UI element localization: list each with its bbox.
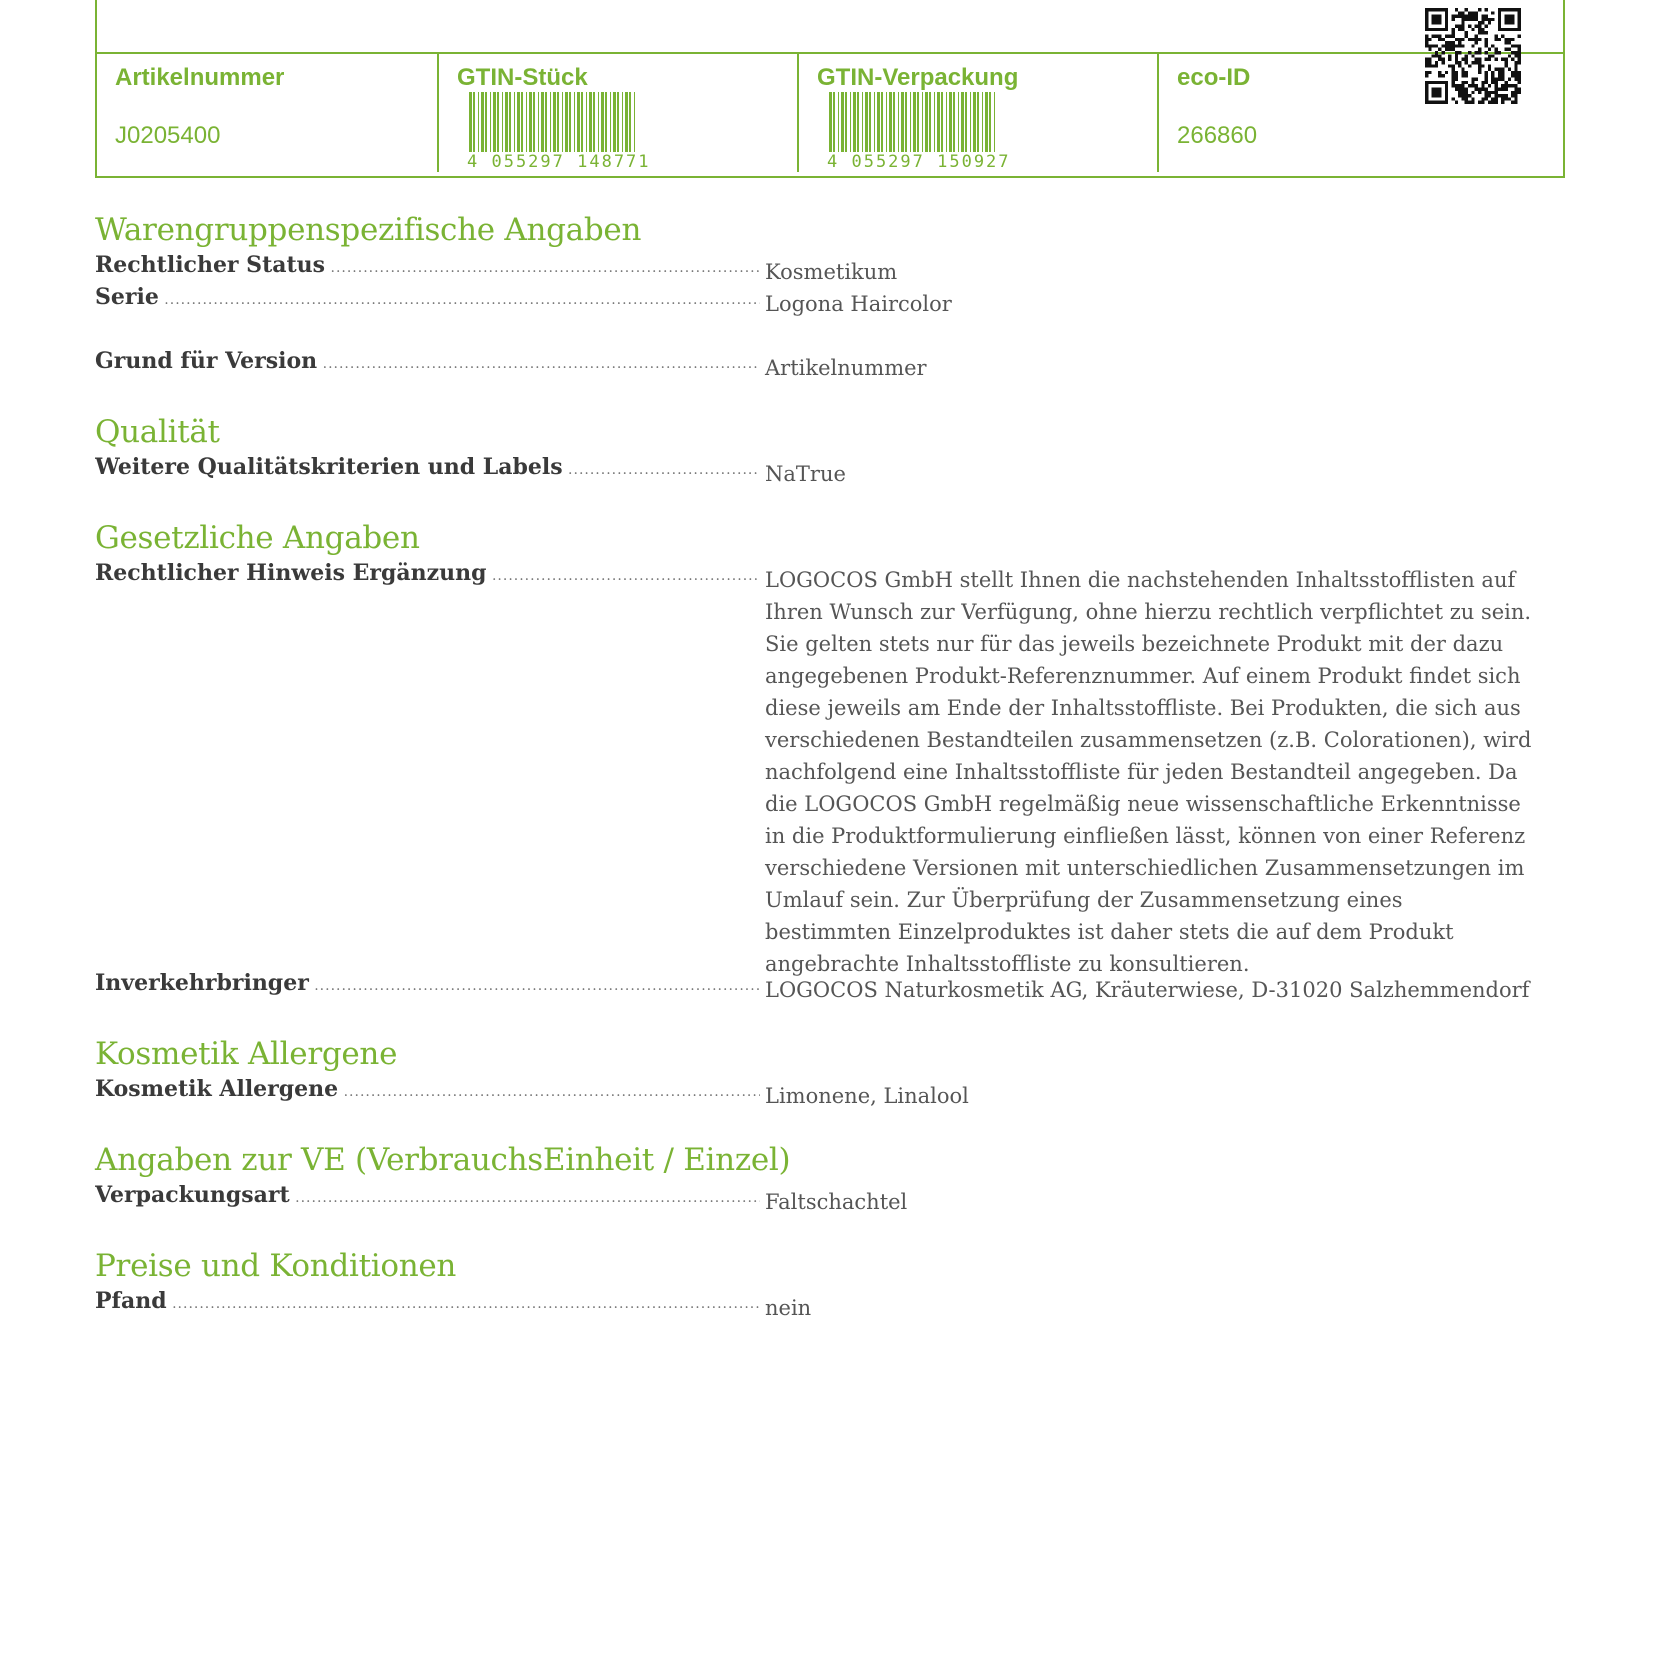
row-label: Verpackungsart ..... <box>95 1182 760 1212</box>
eco-id-title: eco-ID <box>1177 64 1251 91</box>
row-label: Rechtlicher Status ..... <box>95 252 760 282</box>
row-value: LOGOCOS Naturkosmetik AG, Kräuterwiese, D-31020 Salzhemmendorf <box>765 978 1530 1002</box>
section-title-gesetzlich: Gesetzliche Angaben <box>95 520 420 556</box>
artikelnummer-value: J0205400 <box>115 122 221 149</box>
row-value: Logona Haircolor <box>765 292 952 316</box>
section-title-warengruppe: Warengruppenspezifische Angaben <box>95 212 642 248</box>
section-title-allergene: Kosmetik Allergene <box>95 1036 398 1072</box>
row-value: Faltschachtel <box>765 1190 908 1214</box>
artikelnummer-title: Artikelnummer <box>115 64 285 91</box>
gtin-verpackung-title: GTIN-Verpackung <box>817 64 1019 91</box>
row-value: NaTrue <box>765 462 846 486</box>
row-label: Serie ..... <box>95 284 760 314</box>
row-label: Grund für Version ..... <box>95 348 760 378</box>
section-title-qualitaet: Qualität <box>95 414 220 450</box>
row-value: Kosmetikum <box>765 260 898 284</box>
gtin-stueck-cell <box>437 54 799 172</box>
row-label: Weitere Qualitätskriterien und Labels ..... <box>95 454 760 484</box>
section-title-preise: Preise und Konditionen <box>95 1248 457 1284</box>
qr-code-icon <box>1425 8 1521 104</box>
gtin-stueck-digits: 4 055297 148771 <box>467 152 651 172</box>
header-box <box>95 0 1565 178</box>
row-value: Artikelnummer <box>765 356 927 380</box>
artikelnummer-cell <box>97 54 437 176</box>
row-label: Inverkehrbringer ..... <box>95 970 760 1000</box>
section-title-ve: Angaben zur VE (VerbrauchsEinheit / Einzel) <box>95 1142 791 1178</box>
gtin-verpackung-digits: 4 055297 150927 <box>827 152 1011 172</box>
row-label: Kosmetik Allergene ..... <box>95 1076 760 1106</box>
row-label: Rechtlicher Hinweis Ergänzung ..... <box>95 560 760 590</box>
gtin-verpackung-cell <box>797 54 1159 172</box>
row-value: LOGOCOS GmbH stellt Ihnen die nachstehenden Inhaltsstofflisten auf Ihren Wunsch zur Verfügung, ohne hierzu rechtlich verpflichtet zu sein. Sie gelten stets nur für das jeweils bezeichnete Produkt mit der dazu angegebenen Produkt-Referenznummer. Auf einem Produkt findet sich diese jeweils am Ende der Inhaltsstoffliste. Bei Produkten, die sich aus verschiedenen Bestandteilen zusammensetzen (z.B. Colorationen), wird nachfolgend eine Inhaltsstoffliste für jeden Bestandteil angegeben. Da die LOGOCOS GmbH regelmäßig neue wissenschaftliche Erkenntnisse in die Produktformulierung einfließen lässt, können von einer Referenz verschiedene Versionen mit unterschiedlichen Zusammensetzungen im Umlauf sein. Zur Überprüfung der Zusammensetzung eines bestimmten Einzelproduktes ist daher stets die auf dem Produkt angebrachte Inhaltsstoffliste zu konsultieren. <box>765 568 1532 976</box>
eco-id-value: 266860 <box>1177 122 1258 149</box>
row-value: Limonene, Linalool <box>765 1084 969 1108</box>
gtin-stueck-title: GTIN-Stück <box>457 64 588 91</box>
row-value: nein <box>765 1296 812 1320</box>
row-label: Pfand ..... <box>95 1288 760 1318</box>
